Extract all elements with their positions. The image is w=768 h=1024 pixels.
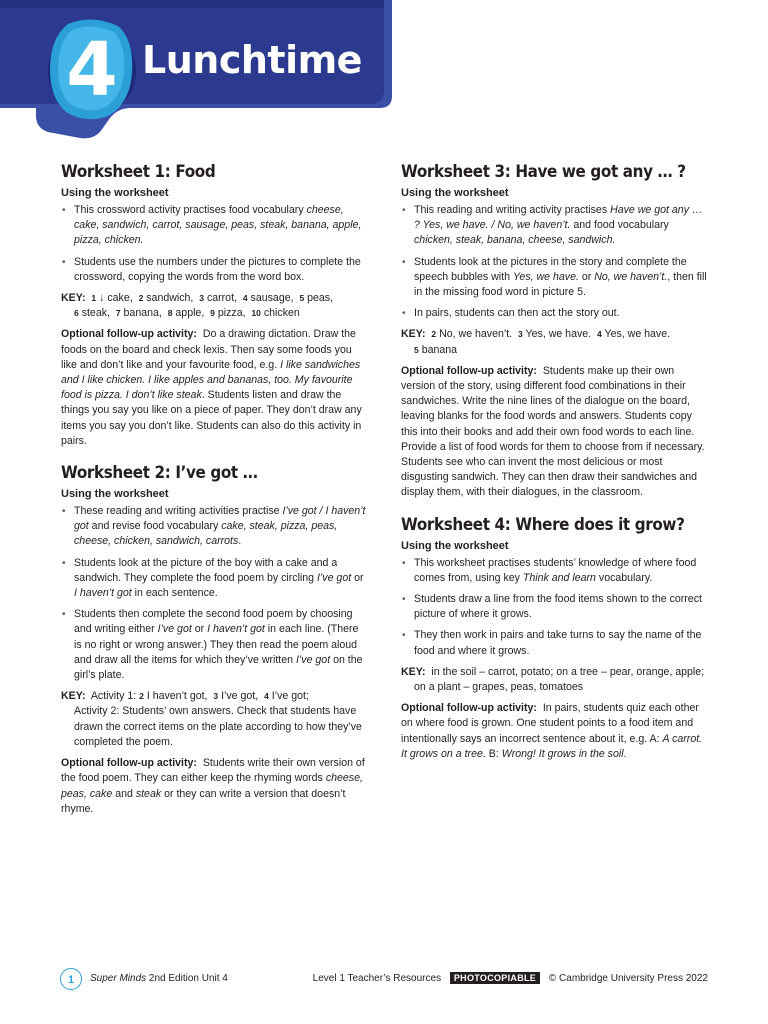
worksheet-1-section xyxy=(61,162,369,449)
unit-title: Lunchtime xyxy=(142,38,362,82)
footer-level: Level 1 Teacher’s Resources xyxy=(312,973,442,984)
worksheet-3-bullets xyxy=(401,203,709,321)
list-item: • Students look at the picture of the boy with a cake and a sandwich. They complete the food poem by circling I’ve got or I haven’t got in each sentence. xyxy=(61,556,369,602)
right-column xyxy=(401,162,709,776)
worksheet-2-optional: Optional follow-up activity: Students write their own version of the food poem. They can either keep the rhyming words cheese, peas, cake and steak or they can write a version that doesn’t rhyme. xyxy=(61,757,365,815)
list-item: • Students draw a line from the food items shown to the correct picture of where it grows. xyxy=(401,592,709,622)
list-item: • This crossword activity practises food vocabulary cheese, cake, sandwich, carrot, sausage, peas, steak, banana, apple, pizza, chicken. xyxy=(61,203,369,249)
worksheet-4-optional: Optional follow-up activity: In pairs, students quiz each other on where food is grown. One student points to a food item and intentionally says an incorrect sentence about it, e.g. A: A carrot. It grows on a tree. B: Wrong! It grows in the soil. xyxy=(401,702,703,760)
worksheet-4-section xyxy=(401,515,709,762)
list-item: • In pairs, students can then act the story out. xyxy=(401,306,709,321)
list-item: • Students then complete the second food poem by choosing and writing either I’ve got or I haven’t got in each line. (There is no right or wrong answer.) They then read the poem aloud and draw all the items for which they’ve written I’ve got on the girl’s plate. xyxy=(61,607,369,683)
worksheet-4-subheading: Using the worksheet xyxy=(401,539,509,552)
list-item: • This reading and writing activity practises Have we got any … ? Yes, we have. / No, we haven’t. and food vocabulary chicken, steak, banana, cheese, sandwich. xyxy=(401,203,709,249)
page-footer xyxy=(60,968,710,992)
worksheet-3-section xyxy=(401,162,709,501)
worksheet-2-section xyxy=(61,463,369,817)
worksheet-2-bullets xyxy=(61,504,369,683)
worksheet-3-key: KEY: 2 No, we haven’t. 3 Yes, we have. 4 Yes, we have. 5 banana xyxy=(401,328,671,356)
list-item: • These reading and writing activities practise I’ve got / I haven’t got and revise food vocabulary cake, steak, pizza, peas, cheese, chicken, sandwich, carrots. xyxy=(61,504,369,550)
list-item: • Students look at the pictures in the story and complete the speech bubbles with Yes, we have. or No, we haven’t., then fill in the missing food word in picture 5. xyxy=(401,255,709,301)
list-item: • Students use the numbers under the pictures to complete the crossword, copying the words from the word box. xyxy=(61,255,369,285)
worksheet-3-title: Worksheet 3: Have we got any … ? xyxy=(401,162,686,181)
worksheet-1-key: KEY: 1 ↓ cake, 2 sandwich, 3 carrot, 4 sausage, 5 peas, 6 steak, 7 banana, 8 apple, 9 pizza, 10 chicken xyxy=(61,292,334,320)
worksheet-4-bullets xyxy=(401,556,709,659)
list-item: • This worksheet practises students’ knowledge of where food comes from, using key Think and learn vocabulary. xyxy=(401,556,709,586)
worksheet-4-key: KEY: in the soil – carrot, potato; on a tree – pear, orange, apple; on a plant – grapes, peas, tomatoes xyxy=(401,665,705,694)
page-number: 1 xyxy=(60,968,82,990)
left-column xyxy=(61,162,369,831)
footer-series: Super Minds 2nd Edition Unit 4 xyxy=(90,973,228,984)
worksheet-2-subheading: Using the worksheet xyxy=(61,488,169,501)
worksheet-1-bullets xyxy=(61,203,369,285)
photocopiable-badge: PHOTOCOPIABLE xyxy=(450,972,540,984)
unit-number: 4 xyxy=(66,27,118,113)
worksheet-1-optional: Optional follow-up activity: Do a drawing dictation. Draw the foods on the board and check lexis. Then say some foods you like and don’t like and your favourite food, e.g. I like sandwiches and I like chicken. I like apples and bananas, too. My favourite food is pizza. I don’t like steak. Students listen and draw the things you say you like on a piece of paper. They don’t draw any items you say you don’t like. Students can also do this activity in pairs. xyxy=(61,328,362,447)
list-item: • They then work in pairs and take turns to say the name of the food and where it grows. xyxy=(401,628,709,658)
worksheet-4-title: Worksheet 4: Where does it grow? xyxy=(401,514,685,534)
worksheet-1-subheading: Using the worksheet xyxy=(61,187,169,199)
footer-credits xyxy=(313,973,708,984)
worksheet-2-title: Worksheet 2: I’ve got … xyxy=(61,463,258,483)
worksheet-3-subheading: Using the worksheet xyxy=(401,187,509,199)
footer-copyright: © Cambridge University Press 2022 xyxy=(548,973,708,984)
worksheet-2-key: KEY: Activity 1: 2 I haven’t got, 3 I’ve got, 4 I’ve got; Activity 2: Students’ own answers. Check that students have drawn the correct items on the plate according to how they’ve completed the poem. xyxy=(61,690,362,748)
worksheet-3-optional: Optional follow-up activity: Students make up their own version of the story, using different food combinations in their sandwiches. Write the nine lines of the dialogue on the board, leaving blanks for the food words and answers. Students copy this into their books and add their own food words to each line. Provide a list of food words for them to choose from if necessary. Students see who can invent the most delicious or most disgusting sandwich. They can then draw their sandwiches and display them, with their dialogues, in the classroom. xyxy=(401,364,705,499)
worksheet-1-title: Worksheet 1: Food xyxy=(61,162,216,181)
